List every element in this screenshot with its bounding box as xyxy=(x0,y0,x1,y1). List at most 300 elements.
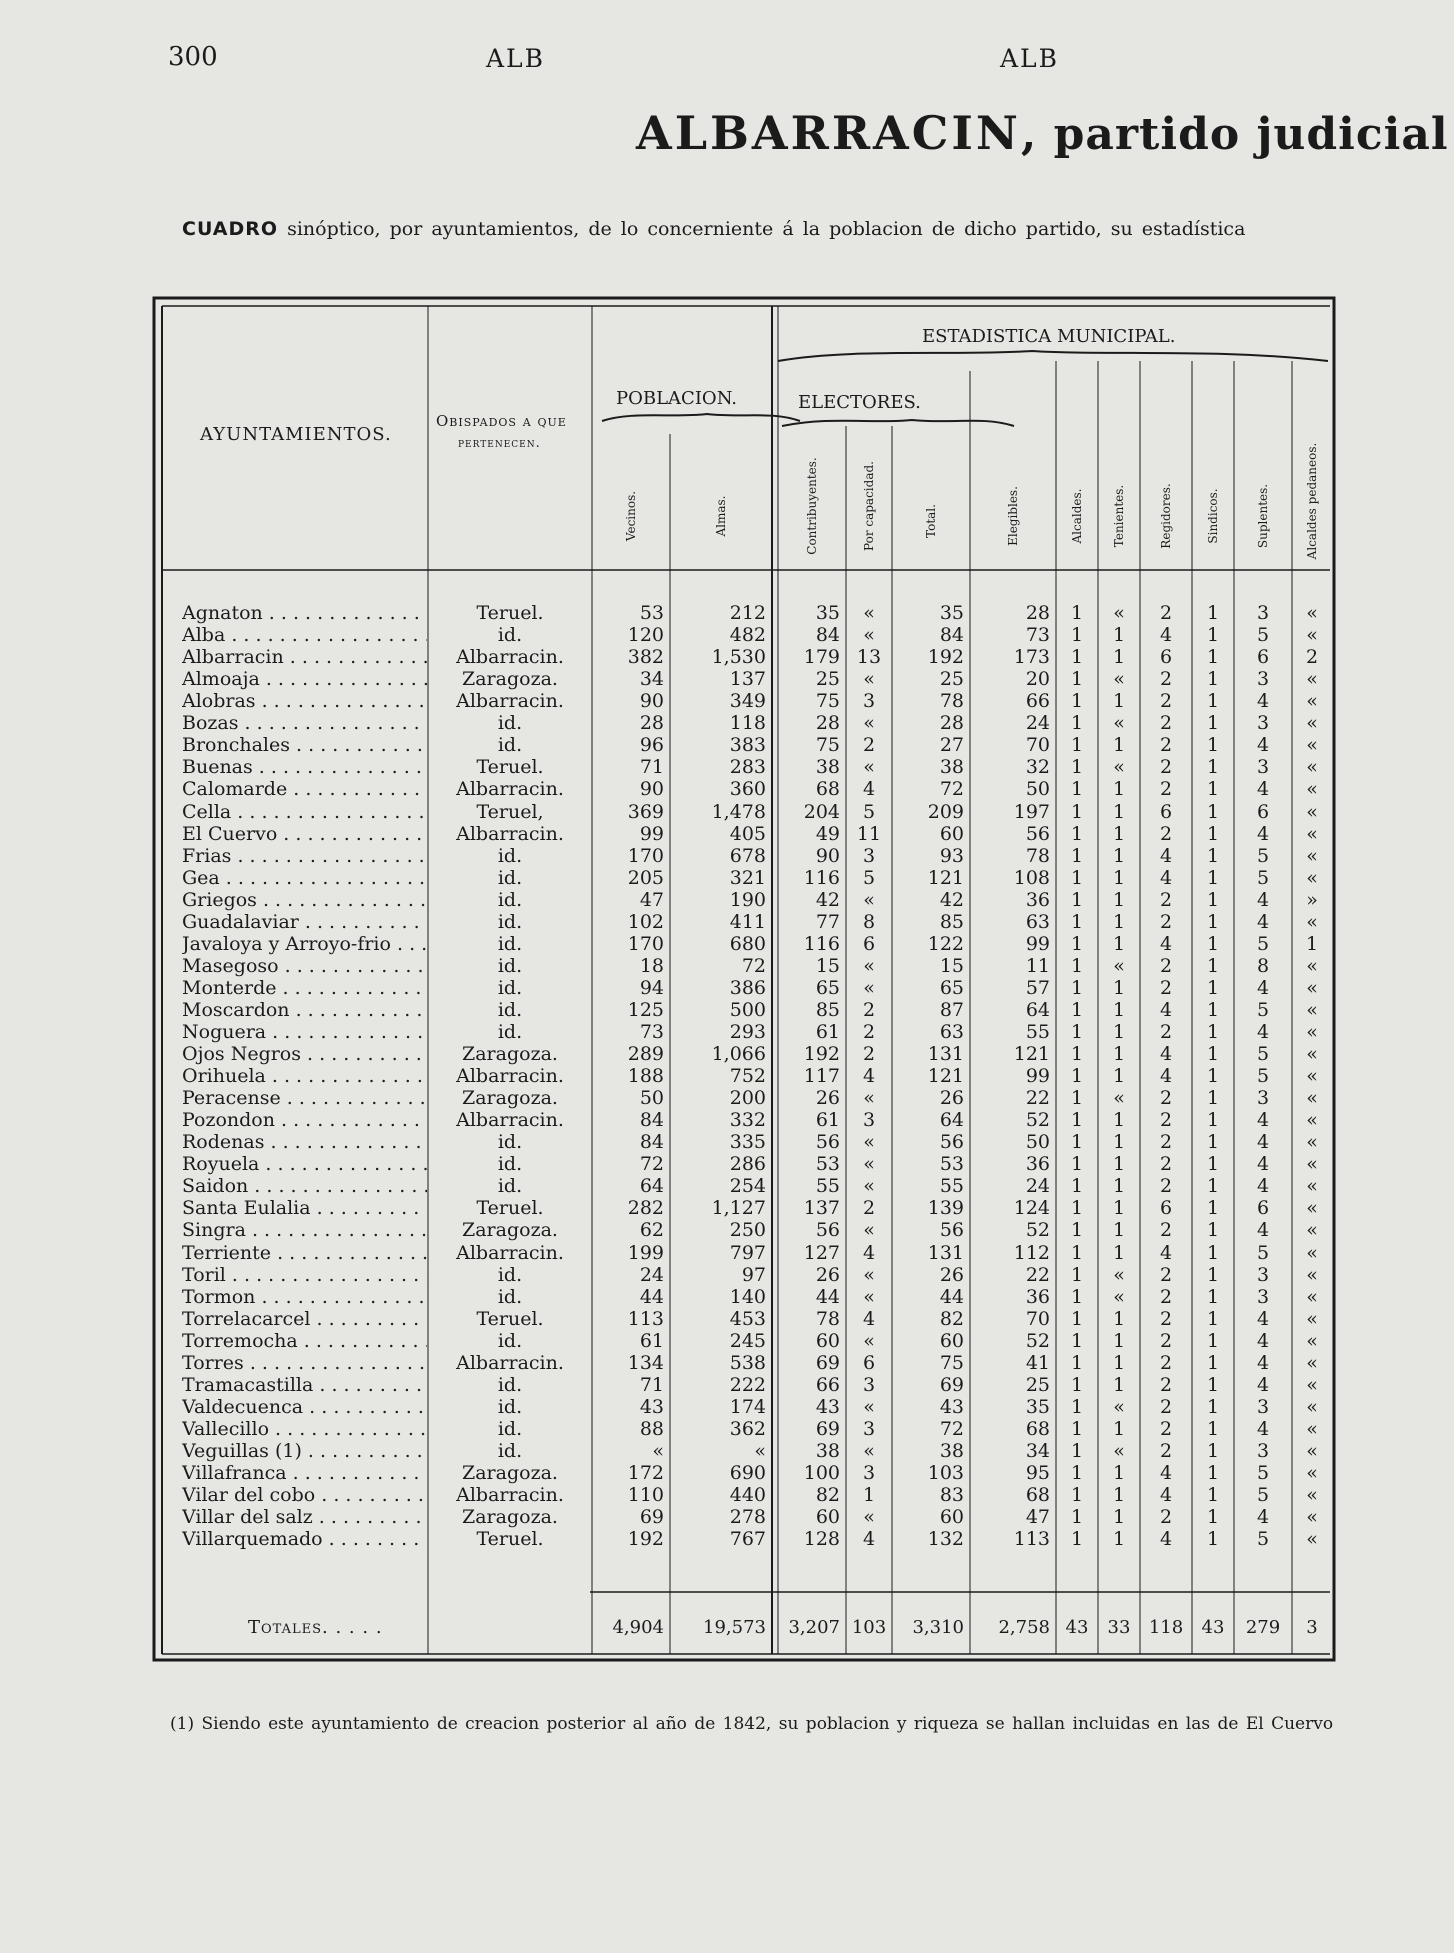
cell-almas: 97 xyxy=(741,1263,766,1286)
cell-tenientes: 1 xyxy=(1112,1175,1126,1198)
cell-regidores: 2 xyxy=(1159,690,1173,713)
cell-contribuyentes: 56 xyxy=(815,1131,840,1154)
cell-obispado: Albarracin. xyxy=(456,1351,564,1374)
cell-ayuntamiento: Gea . . . xyxy=(182,867,427,889)
cell-sindicos: 1 xyxy=(1206,844,1220,867)
cell-contribuyentes: 43 xyxy=(815,1395,840,1418)
cell-obispado: Albarracin. xyxy=(456,1065,564,1088)
sub-capacidad: Por capacidad. xyxy=(862,461,876,551)
cell-elegibles: 50 xyxy=(1025,778,1050,801)
cell-suplentes: 4 xyxy=(1256,1506,1270,1529)
cell-suplentes: 4 xyxy=(1256,734,1270,757)
cell-sindicos: 1 xyxy=(1206,800,1220,823)
cell-tenientes: « xyxy=(1113,712,1125,735)
cell-capacidad: « xyxy=(863,668,875,691)
cell-ayuntamiento: Peracense . . . xyxy=(182,1087,427,1109)
cell-regidores: 6 xyxy=(1159,646,1173,669)
page-number: 300 xyxy=(168,42,218,72)
cell-suplentes: 5 xyxy=(1256,1043,1270,1065)
table-row xyxy=(152,1087,1338,1109)
cell-obispado: Albarracin. xyxy=(456,1241,564,1264)
table-row xyxy=(152,1219,1338,1241)
cell-contribuyentes: 49 xyxy=(815,822,840,845)
sub-contribuyentes: Contribuyentes. xyxy=(805,457,819,555)
cell-tenientes: « xyxy=(1113,756,1125,779)
cell-vecinos: 205 xyxy=(627,866,664,889)
cell-suplentes: 5 xyxy=(1256,998,1270,1021)
sub-total: Total. xyxy=(924,504,938,538)
cell-elegibles: 55 xyxy=(1025,1020,1050,1043)
cell-suplentes: 5 xyxy=(1256,624,1270,647)
cell-total: 25 xyxy=(939,668,964,691)
cell-contribuyentes: 128 xyxy=(803,1528,840,1551)
cell-almas: 190 xyxy=(729,888,766,911)
cell-contribuyentes: 61 xyxy=(815,1109,840,1132)
cell-ayuntamiento: Torremocha . . . xyxy=(182,1330,427,1352)
cell-almas: 137 xyxy=(729,668,766,691)
cell-suplentes: 4 xyxy=(1256,1373,1270,1396)
cell-tenientes: 1 xyxy=(1112,866,1126,889)
cell-elegibles: 57 xyxy=(1025,976,1050,999)
total-regidores: 118 xyxy=(1148,1617,1184,1638)
cell-elegibles: 124 xyxy=(1013,1197,1050,1220)
cell-pedaneos: « xyxy=(1306,1417,1318,1440)
cell-tenientes: 1 xyxy=(1112,1528,1126,1551)
cell-contribuyentes: 82 xyxy=(815,1484,840,1506)
cell-alcaldes: 1 xyxy=(1070,690,1084,713)
cell-regidores: 2 xyxy=(1159,1351,1173,1374)
table-row xyxy=(152,801,1338,823)
cell-tenientes: 1 xyxy=(1112,1462,1126,1484)
cell-ayuntamiento: Santa Eulalia . . . xyxy=(182,1197,427,1219)
page-title xyxy=(636,106,1449,160)
cell-ayuntamiento: Alobras . . . xyxy=(182,690,427,712)
cell-suplentes: 4 xyxy=(1256,1153,1270,1176)
table-row xyxy=(152,1109,1338,1131)
cell-obispado: Zaragoza. xyxy=(462,1087,558,1110)
cell-almas: 752 xyxy=(729,1065,766,1088)
cell-sindicos: 1 xyxy=(1206,976,1220,999)
cell-suplentes: 5 xyxy=(1256,1528,1270,1551)
cell-regidores: 2 xyxy=(1159,1109,1173,1132)
cell-total: 26 xyxy=(939,1263,964,1286)
cell-capacidad: 4 xyxy=(862,1307,876,1330)
cell-elegibles: 47 xyxy=(1025,1506,1050,1529)
cell-vecinos: 90 xyxy=(639,690,664,713)
col-obispados-line1: Obispados a que xyxy=(436,412,567,430)
cell-capacidad: 5 xyxy=(862,866,876,889)
cell-elegibles: 36 xyxy=(1025,1285,1050,1308)
cell-suplentes: 4 xyxy=(1256,822,1270,845)
cell-sindicos: 1 xyxy=(1206,668,1220,691)
cell-pedaneos: 2 xyxy=(1305,646,1319,669)
cell-ayuntamiento: Singra . . . xyxy=(182,1219,427,1241)
total-almas: 19,573 xyxy=(703,1617,766,1638)
cell-capacidad: 3 xyxy=(862,690,876,713)
cell-sindicos: 1 xyxy=(1206,1484,1220,1506)
cell-pedaneos: « xyxy=(1306,1395,1318,1418)
table-row xyxy=(152,867,1338,889)
cell-contribuyentes: 85 xyxy=(815,998,840,1021)
cell-pedaneos: « xyxy=(1306,998,1318,1021)
cell-obispado: id. xyxy=(497,1329,523,1352)
cell-contribuyentes: 100 xyxy=(803,1462,840,1484)
cell-regidores: 2 xyxy=(1159,1087,1173,1110)
cell-alcaldes: 1 xyxy=(1070,734,1084,757)
cell-sindicos: 1 xyxy=(1206,1131,1220,1154)
cell-capacidad: 2 xyxy=(862,1020,876,1043)
cell-obispado: id. xyxy=(497,1417,523,1440)
cell-obispado: Albarracin. xyxy=(456,822,564,845)
cell-contribuyentes: 77 xyxy=(815,910,840,933)
table-row xyxy=(152,602,1338,624)
cell-almas: 482 xyxy=(729,624,766,647)
col-obispados-line2: pertenecen. xyxy=(458,436,541,451)
group-poblacion: POBLACION. xyxy=(616,388,738,409)
cell-almas: 405 xyxy=(729,822,766,845)
cell-alcaldes: 1 xyxy=(1070,1109,1084,1132)
cell-vecinos: 47 xyxy=(639,888,664,911)
footnote: (1) Siendo este ayuntamiento de creacion posterior al año de 1842, su poblacion y riqueza se hallan incluidas en las de El Cuervo xyxy=(170,1714,1334,1734)
cell-sindicos: 1 xyxy=(1206,646,1220,669)
cell-regidores: 4 xyxy=(1159,1462,1173,1484)
cell-vecinos: 110 xyxy=(627,1484,664,1506)
cell-capacidad: « xyxy=(863,888,875,911)
cell-capacidad: « xyxy=(863,1439,875,1462)
cell-obispado: Albarracin. xyxy=(456,690,564,713)
cell-total: 27 xyxy=(939,734,964,757)
total-contribuyentes: 3,207 xyxy=(788,1617,840,1638)
cell-contribuyentes: 117 xyxy=(803,1065,840,1088)
cell-vecinos: 188 xyxy=(627,1065,664,1088)
cell-tenientes: « xyxy=(1113,1285,1125,1308)
cell-ayuntamiento: Tormon . . . xyxy=(182,1286,427,1308)
table-row xyxy=(152,933,1338,955)
table-row xyxy=(152,1043,1338,1065)
cell-almas: 797 xyxy=(729,1241,766,1264)
cell-obispado: id. xyxy=(497,910,523,933)
cell-elegibles: 52 xyxy=(1025,1109,1050,1132)
cell-pedaneos: « xyxy=(1306,1484,1318,1506)
cell-vecinos: 64 xyxy=(639,1175,664,1198)
table-row xyxy=(152,1264,1338,1286)
cell-suplentes: 4 xyxy=(1256,1109,1270,1132)
cell-elegibles: 28 xyxy=(1025,602,1050,624)
cell-ayuntamiento: Buenas . . . xyxy=(182,756,427,778)
cell-ayuntamiento: Monterde . . . xyxy=(182,977,427,999)
cell-almas: 72 xyxy=(741,954,766,977)
cell-ayuntamiento: El Cuervo . . . xyxy=(182,823,427,845)
cell-alcaldes: 1 xyxy=(1070,1351,1084,1374)
cell-sindicos: 1 xyxy=(1206,888,1220,911)
cell-total: 69 xyxy=(939,1373,964,1396)
cell-almas: 1,478 xyxy=(711,800,766,823)
cell-alcaldes: 1 xyxy=(1070,1506,1084,1529)
cell-capacidad: « xyxy=(863,1329,875,1352)
cell-almas: 140 xyxy=(729,1285,766,1308)
cell-total: 64 xyxy=(939,1109,964,1132)
cell-capacidad: « xyxy=(863,602,875,624)
cell-vecinos: 120 xyxy=(627,624,664,647)
cell-almas: 362 xyxy=(729,1417,766,1440)
cell-elegibles: 50 xyxy=(1025,1131,1050,1154)
cell-elegibles: 73 xyxy=(1025,624,1050,647)
cell-vecinos: 96 xyxy=(639,734,664,757)
cell-regidores: 4 xyxy=(1159,932,1173,955)
cell-regidores: 2 xyxy=(1159,1439,1173,1462)
cell-pedaneos: » xyxy=(1306,888,1318,911)
table-row xyxy=(152,845,1338,867)
cell-regidores: 2 xyxy=(1159,1263,1173,1286)
cell-tenientes: 1 xyxy=(1112,1065,1126,1088)
cell-regidores: 2 xyxy=(1159,756,1173,779)
cell-vecinos: 28 xyxy=(639,712,664,735)
cell-pedaneos: « xyxy=(1306,1175,1318,1198)
cell-sindicos: 1 xyxy=(1206,690,1220,713)
cell-contribuyentes: 26 xyxy=(815,1263,840,1286)
cell-sindicos: 1 xyxy=(1206,1528,1220,1551)
sub-tenientes: Tenientes. xyxy=(1112,484,1126,548)
cell-pedaneos: « xyxy=(1306,1197,1318,1220)
cell-capacidad: « xyxy=(863,1175,875,1198)
cell-suplentes: 6 xyxy=(1256,646,1270,669)
cell-total: 65 xyxy=(939,976,964,999)
cell-pedaneos: « xyxy=(1306,1351,1318,1374)
cell-capacidad: 6 xyxy=(862,932,876,955)
cell-capacidad: 11 xyxy=(856,822,882,845)
cell-ayuntamiento: Royuela . . . xyxy=(182,1153,427,1175)
cell-obispado: Teruel. xyxy=(476,1307,544,1330)
cell-contribuyentes: 66 xyxy=(815,1373,840,1396)
cell-vecinos: « xyxy=(652,1439,664,1462)
cell-obispado: Teruel. xyxy=(476,1528,544,1551)
cell-vecinos: 84 xyxy=(639,1109,664,1132)
cell-total: 209 xyxy=(927,800,964,823)
cell-almas: 321 xyxy=(729,866,766,889)
cell-alcaldes: 1 xyxy=(1070,668,1084,691)
cell-suplentes: 5 xyxy=(1256,1241,1270,1264)
cell-vecinos: 382 xyxy=(627,646,664,669)
cell-capacidad: « xyxy=(863,976,875,999)
cell-pedaneos: « xyxy=(1306,668,1318,691)
cell-pedaneos: 1 xyxy=(1305,932,1319,955)
cell-regidores: 2 xyxy=(1159,1395,1173,1418)
cell-capacidad: 4 xyxy=(862,1528,876,1551)
table-row xyxy=(152,1021,1338,1043)
cell-elegibles: 52 xyxy=(1025,1219,1050,1242)
cell-tenientes: 1 xyxy=(1112,888,1126,911)
cell-obispado: id. xyxy=(497,888,523,911)
cell-contribuyentes: 61 xyxy=(815,1020,840,1043)
cell-ayuntamiento: Agnaton . . . xyxy=(182,602,427,624)
cell-almas: 335 xyxy=(729,1131,766,1154)
table-row xyxy=(152,1131,1338,1153)
cell-vecinos: 73 xyxy=(639,1020,664,1043)
cell-vecinos: 282 xyxy=(627,1197,664,1220)
cell-elegibles: 34 xyxy=(1025,1439,1050,1462)
cell-obispado: Zaragoza. xyxy=(462,1219,558,1242)
cell-regidores: 2 xyxy=(1159,1307,1173,1330)
cell-vecinos: 88 xyxy=(639,1417,664,1440)
cell-contribuyentes: 75 xyxy=(815,734,840,757)
cell-total: 131 xyxy=(927,1241,964,1264)
cell-suplentes: 5 xyxy=(1256,844,1270,867)
table-row xyxy=(152,1418,1338,1440)
cell-almas: 250 xyxy=(729,1219,766,1242)
cell-elegibles: 11 xyxy=(1025,954,1050,977)
title-rest: , partido judicial xyxy=(1020,109,1449,160)
cell-almas: 1,530 xyxy=(711,646,766,669)
cell-suplentes: 4 xyxy=(1256,778,1270,801)
cell-alcaldes: 1 xyxy=(1070,1043,1084,1065)
cell-vecinos: 24 xyxy=(639,1263,664,1286)
cell-suplentes: 4 xyxy=(1256,1131,1270,1154)
cell-total: 84 xyxy=(939,624,964,647)
cell-capacidad: 13 xyxy=(856,646,882,669)
cell-elegibles: 22 xyxy=(1025,1263,1050,1286)
cell-almas: 440 xyxy=(729,1484,766,1506)
cell-pedaneos: « xyxy=(1306,844,1318,867)
cell-suplentes: 5 xyxy=(1256,1065,1270,1088)
cell-tenientes: 1 xyxy=(1112,1484,1126,1506)
cell-ayuntamiento: Torrelacarcel . . . xyxy=(182,1308,427,1330)
cell-vecinos: 34 xyxy=(639,668,664,691)
cell-contribuyentes: 69 xyxy=(815,1417,840,1440)
cell-contribuyentes: 60 xyxy=(815,1329,840,1352)
cell-regidores: 6 xyxy=(1159,1197,1173,1220)
cell-vecinos: 125 xyxy=(627,998,664,1021)
cell-elegibles: 24 xyxy=(1025,1175,1050,1198)
cell-elegibles: 99 xyxy=(1025,1065,1050,1088)
cell-tenientes: 1 xyxy=(1112,1197,1126,1220)
cell-pedaneos: « xyxy=(1306,624,1318,647)
cell-elegibles: 22 xyxy=(1025,1087,1050,1110)
cell-sindicos: 1 xyxy=(1206,624,1220,647)
cell-contribuyentes: 15 xyxy=(815,954,840,977)
cell-regidores: 2 xyxy=(1159,1219,1173,1242)
cell-total: 43 xyxy=(939,1395,964,1418)
cell-obispado: Albarracin. xyxy=(456,646,564,669)
cell-capacidad: « xyxy=(863,1285,875,1308)
cell-pedaneos: « xyxy=(1306,778,1318,801)
cell-tenientes: 1 xyxy=(1112,1241,1126,1264)
cell-vecinos: 90 xyxy=(639,778,664,801)
cell-alcaldes: 1 xyxy=(1070,844,1084,867)
cell-pedaneos: « xyxy=(1306,1087,1318,1110)
cell-total: 35 xyxy=(939,602,964,624)
cell-capacidad: 4 xyxy=(862,1241,876,1264)
cell-sindicos: 1 xyxy=(1206,778,1220,801)
cell-suplentes: 4 xyxy=(1256,1307,1270,1330)
cell-pedaneos: « xyxy=(1306,1462,1318,1484)
cell-almas: 411 xyxy=(729,910,766,933)
cell-obispado: id. xyxy=(497,844,523,867)
cell-ayuntamiento: Veguillas (1) . . . xyxy=(182,1440,427,1462)
cell-ayuntamiento: Vilar del cobo . . . xyxy=(182,1484,427,1506)
table-row xyxy=(152,1506,1338,1528)
table-row xyxy=(152,999,1338,1021)
cell-pedaneos: « xyxy=(1306,866,1318,889)
cell-sindicos: 1 xyxy=(1206,932,1220,955)
cell-contribuyentes: 137 xyxy=(803,1197,840,1220)
cell-suplentes: 3 xyxy=(1256,1285,1270,1308)
cell-alcaldes: 1 xyxy=(1070,1197,1084,1220)
cell-tenientes: 1 xyxy=(1112,1351,1126,1374)
cell-suplentes: 5 xyxy=(1256,866,1270,889)
cell-ayuntamiento: Frias . . . xyxy=(182,845,427,867)
cell-almas: 453 xyxy=(729,1307,766,1330)
cell-alcaldes: 1 xyxy=(1070,778,1084,801)
group-estadistica: ESTADISTICA MUNICIPAL. xyxy=(922,326,1176,347)
cell-elegibles: 95 xyxy=(1025,1462,1050,1484)
cell-total: 56 xyxy=(939,1131,964,1154)
cell-sindicos: 1 xyxy=(1206,1351,1220,1374)
cell-total: 192 xyxy=(927,646,964,669)
table-caption xyxy=(182,218,1245,240)
cell-alcaldes: 1 xyxy=(1070,1020,1084,1043)
cell-ayuntamiento: Valdecuenca . . . xyxy=(182,1396,427,1418)
cell-almas: 286 xyxy=(729,1153,766,1176)
table-row xyxy=(152,646,1338,668)
cell-total: 60 xyxy=(939,1329,964,1352)
cell-ayuntamiento: Javaloya y Arroyo-frio . . . xyxy=(182,933,427,955)
cell-regidores: 4 xyxy=(1159,1065,1173,1088)
cell-regidores: 2 xyxy=(1159,954,1173,977)
cell-ayuntamiento: Orihuela . . . xyxy=(182,1065,427,1087)
cell-alcaldes: 1 xyxy=(1070,1329,1084,1352)
cell-total: 26 xyxy=(939,1087,964,1110)
cell-tenientes: 1 xyxy=(1112,1307,1126,1330)
cell-alcaldes: 1 xyxy=(1070,1417,1084,1440)
cell-capacidad: « xyxy=(863,1263,875,1286)
cell-elegibles: 197 xyxy=(1013,800,1050,823)
cell-obispado: id. xyxy=(497,1263,523,1286)
cell-capacidad: « xyxy=(863,624,875,647)
cell-obispado: id. xyxy=(497,1131,523,1154)
cell-pedaneos: « xyxy=(1306,1241,1318,1264)
cell-suplentes: 4 xyxy=(1256,1219,1270,1242)
cell-regidores: 2 xyxy=(1159,602,1173,624)
cell-total: 72 xyxy=(939,1417,964,1440)
cell-total: 78 xyxy=(939,690,964,713)
cell-sindicos: 1 xyxy=(1206,1175,1220,1198)
cell-capacidad: 2 xyxy=(862,1043,876,1065)
cell-obispado: id. xyxy=(497,954,523,977)
cell-capacidad: « xyxy=(863,1219,875,1242)
cell-sindicos: 1 xyxy=(1206,1043,1220,1065)
cell-pedaneos: « xyxy=(1306,1219,1318,1242)
running-head-left: ALB xyxy=(486,44,546,73)
cell-elegibles: 173 xyxy=(1013,646,1050,669)
cell-vecinos: 84 xyxy=(639,1131,664,1154)
cell-tenientes: 1 xyxy=(1112,1020,1126,1043)
cell-elegibles: 112 xyxy=(1013,1241,1050,1264)
cell-contribuyentes: 56 xyxy=(815,1219,840,1242)
table-row xyxy=(152,1286,1338,1308)
cell-sindicos: 1 xyxy=(1206,1462,1220,1484)
table-row xyxy=(152,889,1338,911)
cell-ayuntamiento: Terriente . . . xyxy=(182,1242,427,1264)
cell-elegibles: 64 xyxy=(1025,998,1050,1021)
cell-regidores: 2 xyxy=(1159,1417,1173,1440)
cell-vecinos: 72 xyxy=(639,1153,664,1176)
cell-ayuntamiento: Alba . . . xyxy=(182,624,427,646)
cell-obispado: id. xyxy=(497,1020,523,1043)
cell-regidores: 2 xyxy=(1159,778,1173,801)
cell-regidores: 4 xyxy=(1159,1241,1173,1264)
cell-elegibles: 99 xyxy=(1025,932,1050,955)
table-row xyxy=(152,1396,1338,1418)
